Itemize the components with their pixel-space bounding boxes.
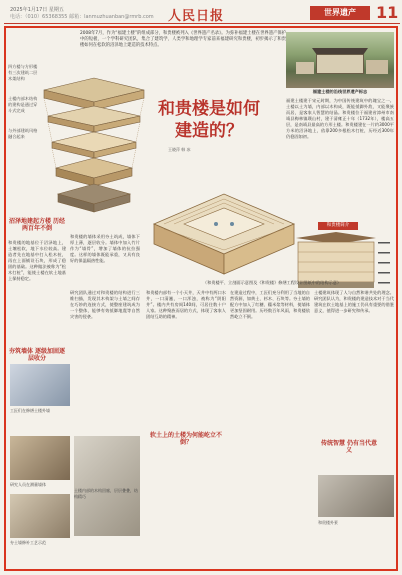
cutaway-diagram xyxy=(144,184,304,280)
photo-caption: 福建土楼的沿线世界遗产标志 xyxy=(312,89,368,94)
photo-caption: 和贵楼外景 xyxy=(318,520,338,525)
body-column: 土楼建筑体现了人与自然和谐共处的理念。研究团队认为，和贵楼的建造技术对于当代建筑在软土地基上的施工仍具有重要的借鉴意义，值得进一步研究和传承。 xyxy=(314,290,394,313)
subhead: 传统智慧 仍有当代意义 xyxy=(320,440,378,454)
body-column: 和贵楼的地基位于沼泽地上，土壤松软，地下水位较高。建造者先在地基中打入松木桩，再在上面铺设石块，形成了稳固的基础。这种做法被称为“松木打桩”，能使土楼在软土地基上保持稳定。 xyxy=(8,240,66,281)
masthead-logo: 人民日报 xyxy=(168,9,225,24)
contact-info: 电话：（010）65368355 邮箱：lanmuzhuanban@rmrb.com xyxy=(10,14,154,20)
diagram-caption: 与外部建筑风格融合起来 xyxy=(8,128,38,139)
exploded-structure-diagram xyxy=(24,70,152,220)
photo-caption: 工匠们在修缮土楼外墙 xyxy=(10,408,50,413)
photo-caption: 土楼内部的木构回廊，层层叠叠，结构精巧 xyxy=(74,488,138,499)
subhead: 软土上的土楼为何能屹立不倒？ xyxy=(149,432,222,446)
diagram-caption: 四方楼与方形楼有三次建筑二层木架结构 xyxy=(8,64,38,81)
issue-date: 2025年1月17日 星期五 xyxy=(10,7,64,13)
interior-corridor-photo xyxy=(74,436,140,536)
section-badge: 世界遗产 xyxy=(310,6,370,20)
subhead: 夯筑墙体 逐级加固逐层收分 xyxy=(8,348,66,362)
wall-repair-photo xyxy=(10,494,70,538)
body-column: 在建造过程中，工匠们充分利用了当地的自然资源，如黄土、杉木、石块等。夯土墙的配方中加入了红糖、糯米浆等材料，使墙体更加坚固耐用。历经数百年风雨，和贵楼依然屹立不倒。 xyxy=(230,290,310,319)
restoration-photo xyxy=(10,364,70,406)
photo-caption: 研究人员在测量墙体 xyxy=(10,482,46,487)
page-header xyxy=(4,2,400,24)
section-tag: 和贵楼简介 xyxy=(318,222,358,230)
intro-column: 福建土楼建于宋元时期，为中国传统建筑中的瑰宝之一。土楼以土为墙，内部以木构成，既能抵御外敌，又能聚族而居，是客家人智慧的结晶。和贵楼位于福建省漳州市南靖县梅林镇璞山村，建于清雍正十年（1732年），楼高五层，是南靖县最高的方形土楼。和贵楼建在一片约3000平方米的沼泽地上，依靠200多根松木打桩，历经近300年仍稳固如初。 xyxy=(286,98,394,139)
diagram-caption-main: （和贵楼平、立剖面示意图及《和贵楼》修缮工程设计图纸中的结构示意） xyxy=(202,280,342,285)
photo-caption: 夯土墙修补工艺示范 xyxy=(10,540,46,545)
body-column: 研究团队通过对和贵楼的结构进行三维扫描，发现其木构架与土墙之间存在巧妙的连接方式，使整座建筑成为一个整体，能够有效抵御地震等自然灾害的侵袭。 xyxy=(70,290,140,319)
byline: 王晓萍 韩 冰 xyxy=(168,147,191,152)
measurement-photo xyxy=(10,436,70,480)
diagram-caption: 土楼内部木结构的建构是通过穿斗式完成 xyxy=(8,96,38,113)
tulou-landscape-photo xyxy=(286,32,394,88)
page-number: 11 xyxy=(376,3,399,22)
exterior-photo xyxy=(318,475,394,517)
main-title: 和贵楼是如何建造的？ xyxy=(158,99,260,141)
lead-paragraph: 2008年7月，作为“福建土楼”的组成部分，和贵楼被列入《世界遗产名录》。为弥补福建土楼在世界遗产保护中的短板，一个学科研究团队，集合了建筑学、人类学和地理学专家前来福建研究和贵楼，初步揭示了和贵楼如何在松软的沼泽地上建造的技术特点。 xyxy=(80,31,286,48)
body-column: 和贵楼内部有一个小天井，天井中有两口水井，一口清澈，一口浑浊，被称为“阴阳井”。楼内共有房间140间，可居住数十户人家。这种聚族而居的方式，体现了客家人团结互助的精神。 xyxy=(146,290,226,319)
body-column: 和贵楼的墙体采用夯土筑成，墙体下厚上薄，逐层收分。墙体中加入竹片作为“墙骨”，增加了墙体的抗拉强度。这样的墙体既能承重，又具有良好的保温隔热性能。 xyxy=(70,234,140,263)
subhead: 沼泽地建起方楼 历经两百年不倒 xyxy=(8,218,66,232)
